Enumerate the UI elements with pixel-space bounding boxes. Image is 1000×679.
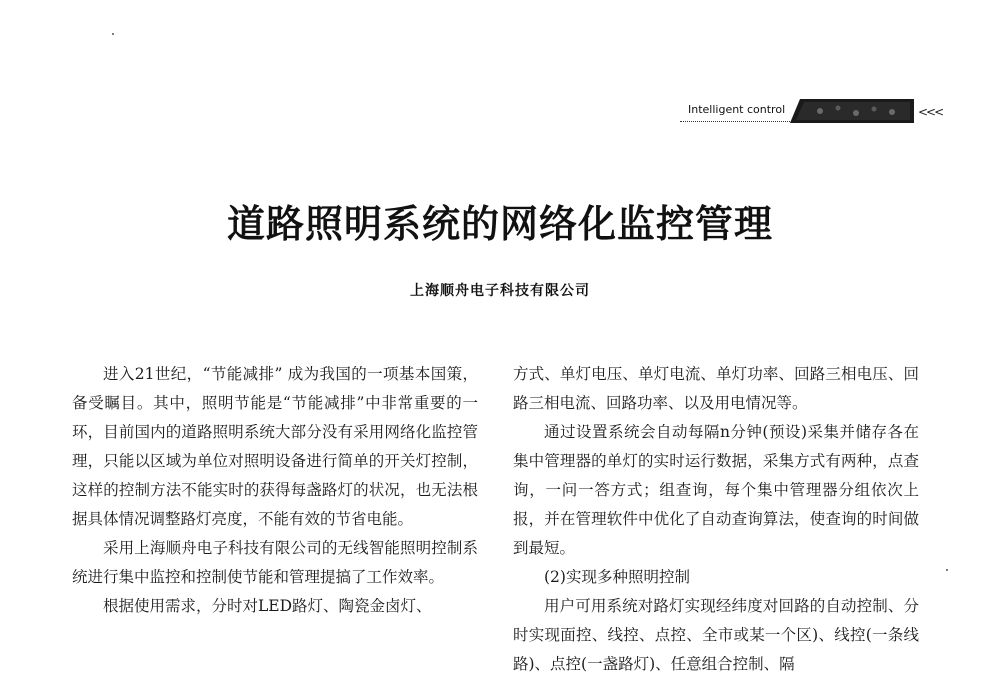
paragraph: 进入21世纪，“节能减排” 成为我国的一项基本国策，备受瞩目。其中，照明节能是“节能减排”中非常重要的一环，目前国内的道路照明系统大部分没有采用网络化监控管理，只能以区域为单位对照明设备进行简单的开关灯控制，这样的控制方法不能实时的获得每盏路灯的状况，也无法根据具体情况调整路灯亮度，不能有效的节省电能。 [72,365,478,528]
subheading: (2)实现多种照明控制 [544,568,690,586]
left-column [72,360,478,621]
paragraph: 用户可用系统对路灯实现经纬度对回路的自动控制、分时实现面控、线控、点控、全市或某一个区)、线控(一条线路)、点控(一盏路灯)、任意组合控制、隔 [513,597,919,673]
paragraph: 方式、单灯电压、单灯电流、单灯功率、回路三相电压、回路三相电流、回路功率、以及用电情况等。 [513,365,919,412]
paragraph: 采用上海顺舟电子科技有限公司的无线智能照明控制系统进行集中监控和控制使节能和管理提搞了工作效率。 [72,539,478,586]
scan-speck [946,569,948,571]
header-dotted-rule [680,121,792,122]
chevrons-icon: <<< [918,105,943,119]
header-tag: Intelligent control [688,103,786,116]
section-banner-icon [790,97,914,125]
running-header [680,95,943,131]
article-title: 道路照明系统的网络化监控管理 [226,202,773,246]
paragraph: 根据使用需求，分时对LED路灯、陶瓷金卤灯、 [103,597,432,615]
right-column [513,360,919,679]
scan-speck [112,33,114,35]
paragraph: 通过设置系统会自动每隔n分钟(预设)采集并储存各在集中管理器的单灯的实时运行数据，采集方式有两种，点查询，一问一答方式；组查询，每个集中管理器分组依次上报，并在管理软件中优化了自动查询算法，使查询的时间做到最短。 [513,423,919,557]
affiliation: 上海顺舟电子科技有限公司 [410,283,590,299]
